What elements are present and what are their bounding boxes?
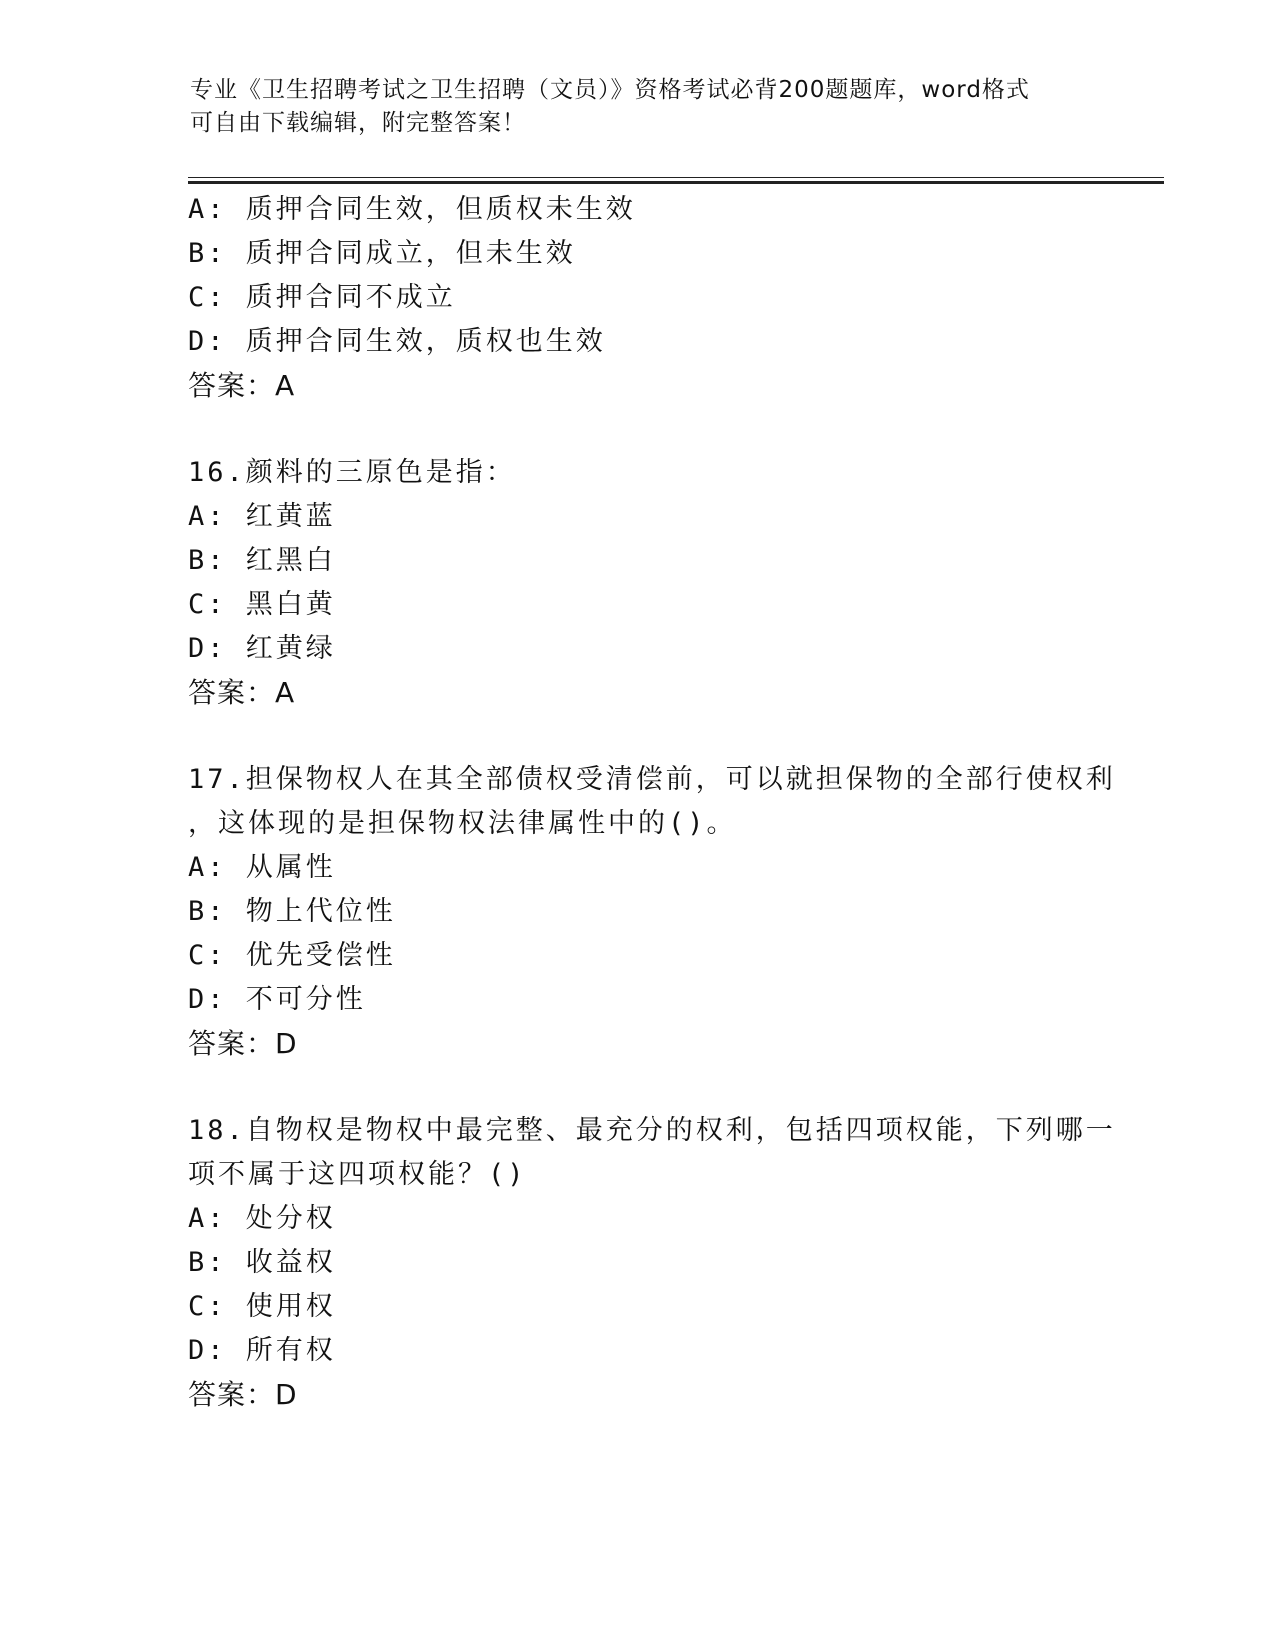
q18-option-d: D: 所有权 — [188, 1335, 336, 1366]
header-divider-thick — [188, 181, 1164, 184]
q17-option-d: D: 不可分性 — [188, 984, 366, 1015]
q15-answer: 答案：A — [188, 369, 296, 402]
q18-stem-line-1: 18.自物权是物权中最完整、最充分的权利，包括四项权能，下列哪一 — [188, 1115, 1116, 1146]
q17-stem-line-2: ，这体现的是担保物权法律属性中的()。 — [188, 808, 737, 839]
q16-option-d: D: 红黄绿 — [188, 633, 336, 664]
q15-option-b: B: 质押合同成立，但未生效 — [188, 238, 576, 269]
header-line-2: 可自由下载编辑，附完整答案！ — [190, 110, 526, 136]
q16-option-c: C: 黑白黄 — [188, 589, 336, 620]
q17-option-c: C: 优先受偿性 — [188, 940, 396, 971]
q18-option-a: A: 处分权 — [188, 1203, 336, 1234]
q16-answer: 答案：A — [188, 676, 296, 709]
header-divider-thin — [188, 177, 1164, 178]
q17-option-a: A: 从属性 — [188, 852, 336, 883]
header-line-1: 专业《卫生招聘考试之卫生招聘（文员）》资格考试必背200题题库，word格式 — [190, 77, 1030, 103]
q16-option-a: A: 红黄蓝 — [188, 501, 336, 532]
q16-option-b: B: 红黑白 — [188, 545, 336, 576]
q18-option-b: B: 收益权 — [188, 1247, 336, 1278]
q17-option-b: B: 物上代位性 — [188, 896, 396, 927]
q15-option-a: A: 质押合同生效，但质权未生效 — [188, 194, 636, 225]
q17-stem-line-1: 17.担保物权人在其全部债权受清偿前，可以就担保物的全部行使权利 — [188, 764, 1116, 795]
q16-stem: 16.颜料的三原色是指： — [188, 457, 516, 488]
q15-option-c: C: 质押合同不成立 — [188, 282, 456, 313]
q18-stem-line-2: 项不属于这四项权能？() — [188, 1159, 527, 1190]
q18-option-c: C: 使用权 — [188, 1291, 336, 1322]
q17-answer: 答案：D — [188, 1027, 298, 1060]
document-header — [190, 74, 1090, 140]
q15-option-d: D: 质押合同生效，质权也生效 — [188, 326, 606, 357]
q18-answer: 答案：D — [188, 1378, 298, 1411]
